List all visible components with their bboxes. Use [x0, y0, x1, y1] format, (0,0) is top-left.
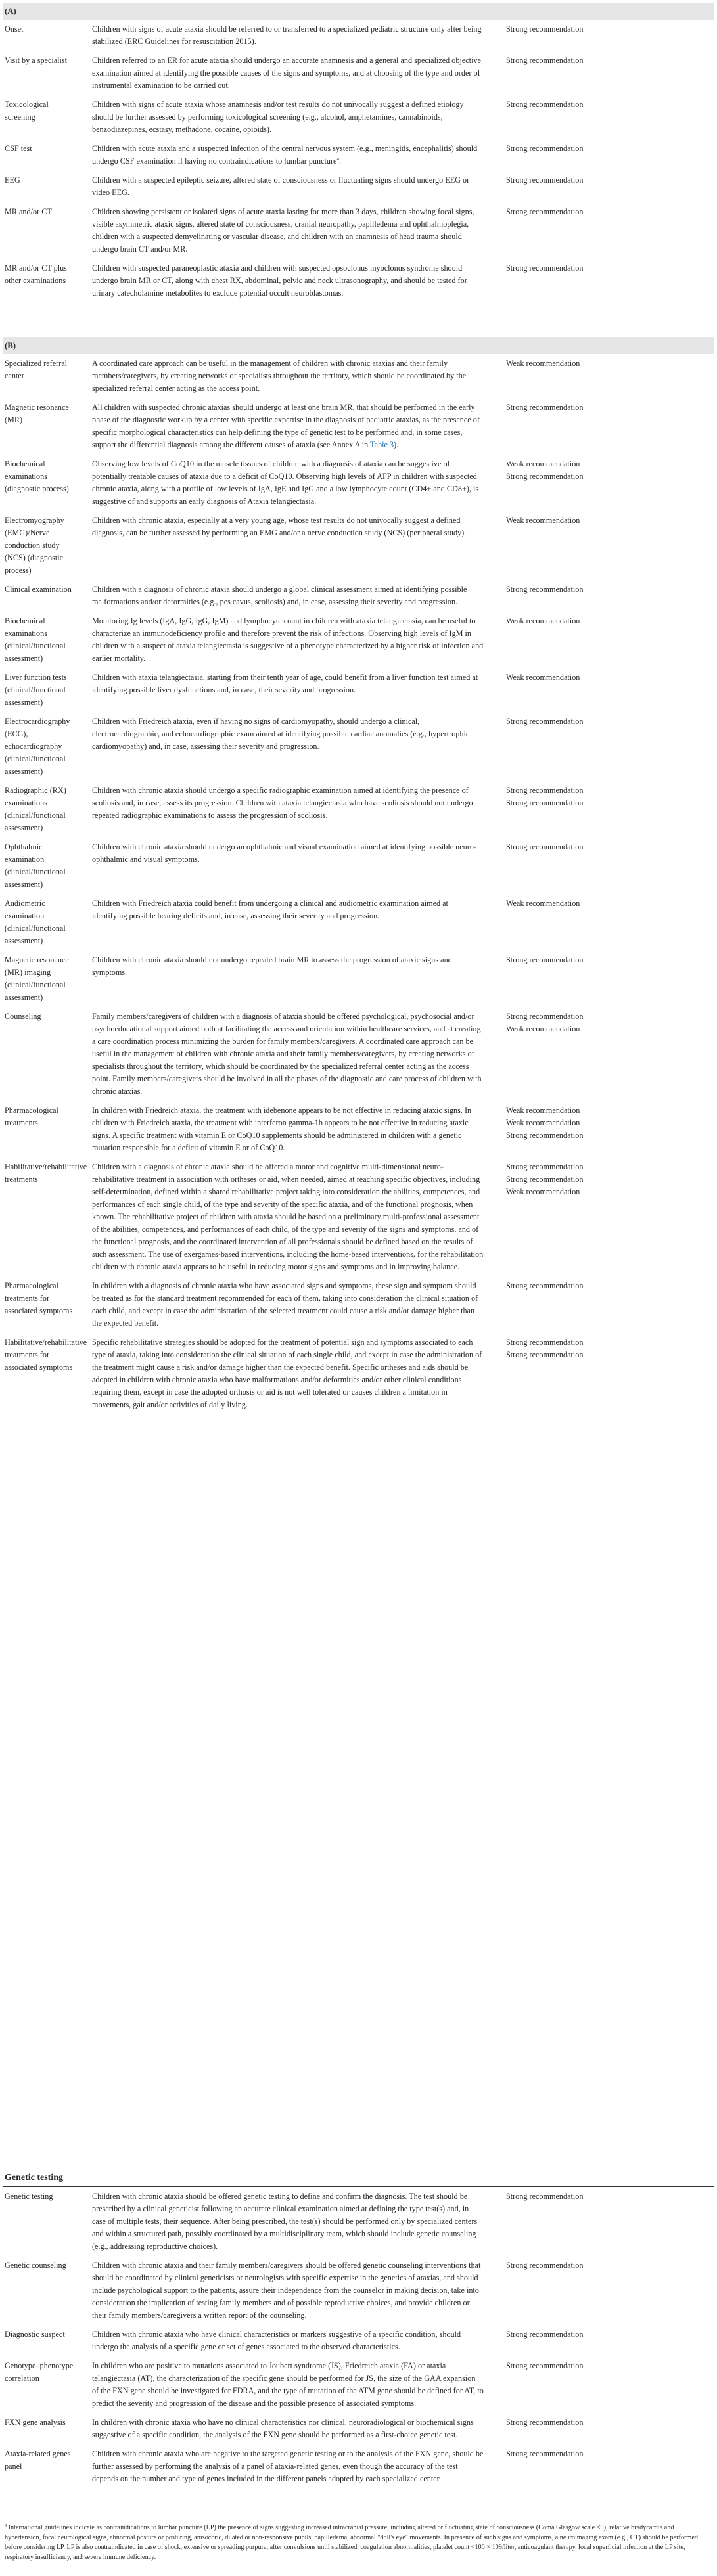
row-strength: Weak recommendation Weak recommendation Strong recommendation: [506, 1106, 584, 1140]
row-topic: Genetic testing: [5, 2192, 53, 2201]
row-strength: Strong recommendation: [506, 403, 584, 412]
recommendation-text: Children with Friedreich ataxia, even if having no signs of cardiomyopathy, should undergo a clinical, electrocardiographic, and echocardiographic exam aimed at identifying possible cardiac anomalies (e.g., hypertrophic cardiomyopathy) and, in case, assessing their severity and progression.: [92, 717, 470, 751]
row-recommendation-text: [83, 838, 490, 894]
row-topic: Electromyography (EMG)/Nerve conduction study (NCS) (diagnostic process): [5, 516, 64, 575]
recommendation-text: Children with chronic ataxia who have clinical characteristics or markers suggestive of a specific condition, should undergo the analysis of a specific gene or set of genes associated to the observed characteristics.: [92, 2330, 461, 2351]
table-row: [3, 2256, 714, 2325]
table-row: [3, 951, 714, 1007]
recommendation-text: Children showing persistent or isolated signs of acute ataxia lasting for more than 3 days, children showing focal signs, visible asymmetric ataxic signs, altered state of consciousness, cranial neuropathy, papilledema and ophthalmoplegia, children with a suspected demyelinating or vascular disease, and children with an anamnesis of head trauma should undergo brain CT and/or MR.: [92, 207, 474, 254]
recommendation-text: In children who are positive to mutations associated to Joubert syndrome (JS), Friedreich ataxia (FA) or ataxia telangiectasia (AT), the characterization of the specific gene should be performed for JS, the size of the GAA expansion of the FXN gene should be investigated for FDRA, and the type of mutation of the ATM gene should be defined for AT, to predict the severity and progression of the disease and the possible presence of associated symptoms.: [92, 2361, 484, 2408]
table-rule: [3, 2489, 714, 2490]
recommendation-text: Children with acute ataxia and a suspected infection of the central nervous system (e.g., meningitis, encephalitis) should undergo CSF examination if having no contraindications to lumbar puncture: [92, 144, 478, 166]
row-strength: Weak recommendation: [506, 673, 580, 682]
row-recommendation-text: [83, 1101, 490, 1158]
row-topic: FXN gene analysis: [5, 2418, 66, 2427]
row-topic: Habilitative/rehabilitative treatments for associated symptoms: [5, 1338, 87, 1372]
row-topic: Genetic counseling: [5, 2261, 66, 2270]
row-topic: Diagnostic suspect: [5, 2330, 65, 2339]
row-topic: Clinical examination: [5, 585, 72, 594]
recommendation-text: In children with a diagnosis of chronic ataxia who have associated signs and symptoms, these sign and symptom should be treated as for the standard treatment recommended for each of them, taking into consideration the clinical situation of each child, and except in case the administration of the selected treatment could cause a risk and/or damage higher than the expected benefit.: [92, 1281, 478, 1328]
row-strength: Strong recommendation: [506, 955, 584, 964]
row-recommendation-text: [83, 259, 490, 303]
row-topic: Visit by a specialist: [5, 56, 68, 65]
row-recommendation-text: [83, 1007, 490, 1101]
table-row: [3, 202, 714, 259]
row-strength: Strong recommendation: [506, 2418, 584, 2427]
table-rule-cell: [3, 2489, 714, 2490]
table-row: [3, 139, 714, 171]
table-row: [3, 2413, 714, 2445]
row-recommendation-text: [83, 511, 490, 580]
recommendation-text: Specific rehabilitative strategies should be adopted for the treatment of potential sign and symptoms associated to each type of ataxia, taking into consideration the clinical situation of each single child, and except in case the administration of the treatment might cause a risk and/or damage higher than the expected benefit. Specific ortheses and aids should be adopted in children with chronic ataxia who have malformations and/or deformities and/or other clinical conditions requiring them, except in case the adopted orthosis or aid is not well tolerated or causes children a limitation in movements, gait and/or activities of daily living.: [92, 1338, 482, 1409]
row-topic: Toxicological screening: [5, 100, 49, 122]
row-recommendation-text: [83, 2325, 490, 2357]
row-recommendation-text: [83, 171, 490, 202]
row-topic: Specialized referral center: [5, 359, 68, 380]
row-recommendation-text: [83, 51, 490, 95]
row-strength: Strong recommendation: [506, 56, 584, 65]
recommendation-text: All children with suspected chronic ataxias should undergo at least one brain MR, that should be performed in the early phase of the diagnostic workup by a center with specific expertise in the diagnosis of pediatric ataxias, as the presence of specific morphological characteristics can help defining the type of genetic test to be performed and, in some cases, support the differential diagnosis among the different causes of ataxia (see Annex A in: [92, 403, 480, 449]
row-strength: Strong recommendation: [506, 263, 584, 273]
table-row: [3, 2187, 714, 2257]
table-row: [3, 2357, 714, 2413]
row-strength: Strong recommendation: [506, 207, 584, 216]
row-recommendation-text: [83, 712, 490, 781]
recommendation-text: In children with Friedreich ataxia, the treatment with idebenone appears to be not effective in reducing ataxic signs. In children with Friedreich ataxia, the treatment with interferon gamma-1b appears to be not effective in reducing ataxic signs. A specific treatment with vitamin E or CoQ10 supplements should be administered in children with a genetic mutation responsible for a deficit of vitamin E or of CoQ10.: [92, 1106, 472, 1152]
row-topic: MR and/or CT plus other examinations: [5, 263, 67, 285]
table-footnote: [5, 2523, 712, 2562]
table-row: [3, 668, 714, 712]
table-row: [3, 1101, 714, 1158]
recommendation-text: Children with chronic ataxia should undergo a specific radiographic examination aimed at identifying the presence of scoliosis and, in case, assess its progression. Children with ataxia telangiectasia who have scoliosis should not undergo repeated radiographic examinations to assess the progression of scoliosis.: [92, 786, 473, 820]
recommendation-text: Children with chronic ataxia should undergo an ophthalmic and visual examination aimed at identifying possible neuro-ophthalmic and visual symptoms.: [92, 842, 476, 864]
row-topic: Ophthalmic examination (clinical/functional assessment): [5, 842, 66, 889]
row-recommendation-text: [83, 354, 490, 398]
table-row: [3, 95, 714, 139]
recommendation-text: Children with a diagnosis of chronic ataxia should be offered a motor and cognitive multi-dimensional neuro-rehabilitative treatment in association with ortheses or aid, when needed, aimed at reaching specific objectives, including self-determination, defined within a shared rehabilitative project taking into consideration the abilities, competences, and performances of each single child, of the type and severity of the specific ataxia, and of the functional prognosis, when known. The rehabilitative project of children with ataxia should be based on a preliminary multi-professional assessment of the abilities, competences, and performances of each child, of the type and severity of the signs and symptoms, and of the functional prognosis, and the coordinated intervention of all professionals should be defined based on the results of such assessment. The use of exergames-based interventions, including the home-based interventions, for the rehabilitation children with chronic ataxia appears to be useful in reducing motor signs and symptoms and in improving balance.: [92, 1162, 484, 1271]
table-row: [3, 1277, 714, 1333]
row-topic: Audiometric examination (clinical/functional assessment): [5, 899, 66, 945]
row-recommendation-text: [83, 951, 490, 1007]
row-strength: Weak recommendation: [506, 616, 580, 625]
section-a-header: [3, 3, 714, 20]
table-row: [3, 2445, 714, 2489]
row-recommendation-text: [83, 1333, 490, 1414]
row-strength: Strong recommendation: [506, 2330, 584, 2339]
table-row: [3, 51, 714, 95]
recommendation-text: Children with chronic ataxia and their family members/caregivers should be offered genetic counseling interventions that should be coordinated by clinical geneticists or neurologists with specific expertise in the genetics of ataxias, and should include psychological support to the patients, assure their independence from the counselor in making decision, take into consideration the implication of testing family members and of possible reproductive choices, and provide children or their family members/caregivers a written report of the counseling.: [92, 2261, 481, 2320]
recommendation-text: In children with chronic ataxia who have no clinical characteristics nor clinical, neuroradiological or biochemical signs suggestive of a specific condition, the analysis of the FXN gene should be performed as a first-choice genetic test.: [92, 2418, 474, 2439]
row-recommendation-text: [83, 580, 490, 612]
row-strength: Strong recommendation Strong recommendation: [506, 786, 584, 807]
row-strength: Strong recommendation Strong recommendation Weak recommendation: [506, 1162, 584, 1196]
recommendation-text: Children with chronic ataxia, especially at a very young age, whose test results do not univocally suggest a defined diagnosis, can be further assessed by performing an EMG and/or a nerve conduction study (NCS) (peripheral study).: [92, 516, 467, 537]
recommendation-text: A coordinated care approach can be useful in the management of children with chronic ataxias and their family members/caregivers, by creating networks of specialists throughout the territory, which should be coordinated by the specialized referral center acting as the access point.: [92, 359, 467, 393]
row-recommendation-text: [83, 202, 490, 259]
row-strength: Weak recommendation: [506, 516, 580, 525]
section-b-header: [3, 337, 714, 354]
row-topic: Onset: [5, 24, 24, 34]
row-strength: Strong recommendation: [506, 144, 584, 153]
row-strength: Strong recommendation: [506, 100, 584, 109]
row-strength: Strong recommendation Weak recommendation: [506, 1012, 584, 1033]
footnote-text: International guidelines indicate as contraindications to lumbar puncture (LP) the presence of signs suggesting increased intracranial pressure, including altered or fluctuating state of consciousness (Coma Glasgow scale <9), relative bradycardia and hypertension, focal neurological signs, abnormal posture or posturing, anisocoric, dilated or non-responsive pupils, papilledema, abnormal "doll's eye" movements. In presence of such signs and symptoms, a neuroimaging exam (e.g., CT) should be performed before considering LP. LP is also contraindicated in case of shock, extensive or spreading purpura, after convulsions until stabilized, coagulation abnormalities, platelet count <100 × 109/liter, anticoagulant therapy, local superficial infection at the LP site, respiratory insufficiency, and severe immune deficiency.: [5, 2524, 698, 2561]
recommendation-text: Monitoring Ig levels (IgA, IgG, IgG, IgM) and lymphocyte count in children with ataxia telangiectasia, can be useful to characterize an immunodeficiency profile and therefore prevent the risk of infections. Observing high levels of IgM in children with a suspect of ataxia telangiectasia is suggestive of a phenotype characterized by a higher risk of infection and earlier mortality.: [92, 616, 484, 663]
row-recommendation-text: [83, 2413, 490, 2445]
row-recommendation-text: [83, 612, 490, 668]
recommendation-text: Children with chronic ataxia should not undergo repeated brain MR to assess the progression of ataxic signs and symptoms.: [92, 955, 452, 977]
row-topic: Magnetic resonance (MR): [5, 403, 69, 424]
row-recommendation-text: [83, 398, 490, 455]
row-recommendation-text: [83, 894, 490, 951]
row-topic: MR and/or CT: [5, 207, 52, 216]
row-topic: Magnetic resonance (MR) imaging (clinical/functional assessment): [5, 955, 69, 1002]
table-row: [3, 1158, 714, 1277]
row-strength: Strong recommendation Strong recommendation: [506, 1338, 584, 1359]
row-recommendation-text: [83, 95, 490, 139]
row-topic: CSF test: [5, 144, 32, 153]
row-strength: Weak recommendation: [506, 899, 580, 908]
table-row: [3, 20, 714, 51]
row-topic: Ataxia-related genes panel: [5, 2449, 71, 2471]
row-topic: EEG: [5, 175, 20, 185]
table-row: [3, 354, 714, 398]
row-topic: Liver function tests (clinical/functional assessment): [5, 673, 67, 707]
section-genetic-table: [3, 2167, 714, 2489]
table-row: [3, 511, 714, 580]
row-strength: Strong recommendation: [506, 717, 584, 726]
footnote-marker: a: [5, 2522, 7, 2528]
row-recommendation-text: [83, 781, 490, 838]
recommendation-text: Children with chronic ataxia should be offered genetic testing to define and confirm the diagnosis. The test should be prescribed by a clinical geneticist following an accurate clinical examination aimed at defining the type test(s) and, in case of multiple tests, their sequence. After being prescribed, the test(s) should be performed only by specialized centers and within a structured path, possibly coordinated by a multidisciplinary team, which should include genetic counseling (e.g., addressing reproductive choices).: [92, 2192, 478, 2251]
row-strength: Strong recommendation: [506, 585, 584, 594]
row-topic: Radiographic (RX) examinations (clinical/functional assessment): [5, 786, 66, 832]
row-strength: Strong recommendation: [506, 2361, 584, 2370]
table-row: [3, 580, 714, 612]
recommendation-text: Children with chronic ataxia who are negative to the targeted genetic testing or to the analysis of the FXN gene, should be further assessed by performing the analysis of a panel of ataxia-related genes, even though the accuracy of the test depends on the number and type of genes included in the different panels adopted by each specialized center.: [92, 2449, 484, 2483]
row-strength: Strong recommendation: [506, 1281, 584, 1290]
recommendation-text: Children with a suspected epileptic seizure, altered state of consciousness or fluctuating signs should undergo EEG or video EEG.: [92, 175, 470, 197]
table-reference-link[interactable]: Table 3: [370, 440, 394, 449]
row-recommendation-text: [83, 455, 490, 511]
row-strength: Strong recommendation: [506, 24, 584, 34]
row-recommendation-text: [83, 2187, 490, 2257]
row-recommendation-text: [83, 668, 490, 712]
recommendation-text: Children with signs of acute ataxia should be referred to or transferred to a specialized pediatric structure only after being stabilized (ERC Guidelines for resuscitation 2015).: [92, 24, 482, 46]
recommendation-text: Children with a diagnosis of chronic ataxia should undergo a global clinical assessment aimed at identifying possible malformations and/or deformities (e.g., pes cavus, scoliosis) and, in case, assessing their severity and progression.: [92, 585, 467, 606]
section-genetic-header: [3, 2167, 714, 2187]
row-recommendation-text: [83, 2256, 490, 2325]
footnote-reference: a: [336, 155, 340, 162]
row-strength: Strong recommendation: [506, 2261, 584, 2270]
table-row: [3, 838, 714, 894]
row-topic: Pharmacological treatments for associated symptoms: [5, 1281, 73, 1315]
table-row: [3, 2325, 714, 2357]
row-strength: Weak recommendation Strong recommendation: [506, 459, 584, 481]
row-recommendation-text: [83, 20, 490, 51]
row-strength: Strong recommendation: [506, 175, 584, 185]
row-strength: Strong recommendation: [506, 842, 584, 851]
table-row: [3, 171, 714, 202]
recommendation-text: Children with signs of acute ataxia whose anamnesis and/or test results do not univocally suggest a defined etiology should be further assessed by performing toxicological screening (e.g., alcohol, amphetamines, cannabinoids, benzodiazepines, ecstasy, methadone, cocaine, opioids).: [92, 100, 464, 134]
row-topic: Genotype–phenotype correlation: [5, 2361, 74, 2383]
recommendation-text-tail: ).: [394, 440, 399, 449]
row-recommendation-text: Children with acute ataxia and a suspected infection of the central nervous system (e.g., meningitis, encephalitis) should undergo CSF examination if having no contraindications to lumbar puncture$^a$.: [92, 144, 478, 166]
recommendation-text: Children with Friedreich ataxia could benefit from undergoing a clinical and audiometric examination aimed at identifying possible hearing deficits and, in case, assessing their severity and progression.: [92, 899, 448, 920]
table-row: [3, 781, 714, 838]
section-a-label: (A): [3, 3, 714, 20]
row-topic: Pharmacological treatments: [5, 1106, 58, 1127]
recommendation-text: Children with suspected paraneoplastic ataxia and children with suspected opsoclonus myoclonus syndrome should undergo brain MR or CT, along with chest RX, abdominal, pelvic and neck ultrasonography, and should be tested for urinary catecholamine metabolites to exclude potential occult neuroblastomas.: [92, 263, 467, 298]
section-genetic-label: Genetic testing: [3, 2167, 714, 2187]
row-topic: Biochemical examinations (clinical/functional assessment): [5, 616, 66, 663]
table-row: [3, 1333, 714, 1414]
row-strength: Strong recommendation: [506, 2449, 584, 2458]
table-row: [3, 398, 714, 455]
table-row: [3, 712, 714, 781]
table-row: [3, 612, 714, 668]
section-b-table: [3, 337, 714, 1414]
row-recommendation-text: [83, 1277, 490, 1333]
table-row: [3, 259, 714, 303]
section-b-label: (B): [3, 337, 714, 354]
table-row: [3, 894, 714, 951]
row-recommendation-text: [83, 2445, 490, 2489]
table-row: [3, 1007, 714, 1101]
row-recommendation-text: [83, 2357, 490, 2413]
section-a-table: [3, 3, 714, 303]
row-topic: Biochemical examinations (diagnostic process): [5, 459, 69, 493]
table-row: [3, 455, 714, 511]
recommendation-text: Children referred to an ER for acute ataxia should undergo an accurate anamnesis and a general and specialized objective examination aimed at identifying the possible causes of the signs and symptoms, and at choosing of the type and order of instrumental examination to be carried out.: [92, 56, 481, 90]
row-topic: Counseling: [5, 1012, 41, 1021]
row-topic: Habilitative/rehabilitative treatments: [5, 1162, 87, 1184]
recommendation-text: Children with ataxia telangiectasia, starting from their tenth year of age, could benefit from a liver function test aimed at identifying possible liver dysfunctions and, in case, their severity and progression.: [92, 673, 478, 694]
row-topic: Electrocardiography (ECG), echocardiography (clinical/functional assessment): [5, 717, 70, 776]
recommendation-text: Observing low levels of CoQ10 in the muscle tissues of children with a diagnosis of ataxia can be suggestive of potentially treatable causes of ataxia due to a deficit of CoQ10. Observing high levels of AFP in children with suspected chronic ataxia, along with a profile of low levels of IgA, IgE and IgG and a low lymphocyte count (CD4+ and CD8+), is suggestive of and supports an early diagnosis of Ataxia telangiectasia.: [92, 459, 479, 506]
row-strength: Strong recommendation: [506, 2192, 584, 2201]
row-strength: Weak recommendation: [506, 359, 580, 368]
recommendation-text: Family members/caregivers of children with a diagnosis of ataxia should be offered psychological, psychosocial and/or psychoeducational support aimed both at facilitating the access and orientation within healthcare services, and at creating a care coordination process minimizing the burden for family members/caregivers. A coordinated care approach can be useful in the management of children with chronic ataxia and their family members/caregivers, by creating networks of specialists throughout the territory, which should be coordinated by the specialized referral center acting as the access point. Family members/caregivers should be involved in all the phases of the diagnostic and care process of children with chronic ataxias.: [92, 1012, 482, 1096]
row-recommendation-text: [83, 1158, 490, 1277]
